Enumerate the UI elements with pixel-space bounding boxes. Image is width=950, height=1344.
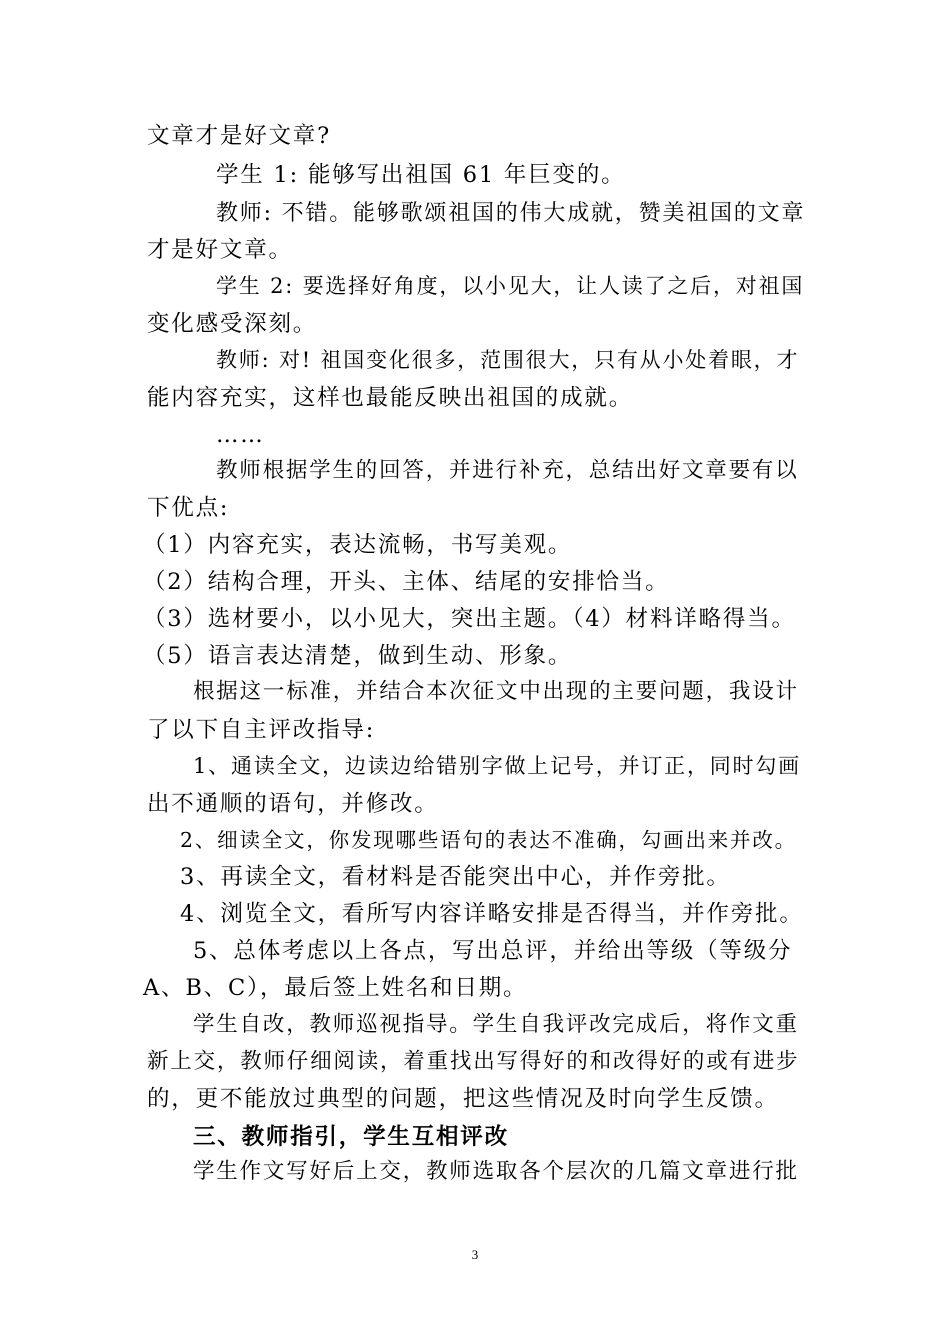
- text-line: 出不通顺的语句，并修改。: [147, 791, 439, 817]
- list-item: （2）结构合理，开头、主体、结尾的安排恰当。: [143, 569, 670, 595]
- list-item: 4、浏览全文，看所写内容详略安排是否得当，并作旁批。: [180, 901, 804, 927]
- text-line: 能内容充实，这样也最能反映出祖国的成就。: [147, 385, 634, 411]
- text-line: 教师: 对! 祖国变化很多，范围很大，只有从小处着眼，才: [216, 348, 800, 372]
- list-item: （1）内容充实，表达流畅，书写美观。: [143, 532, 573, 558]
- list-item: （3）选材要小，以小见大，突出主题。（4）材料详略得当。: [143, 606, 796, 632]
- list-item: 2、细读全文，你发现哪些语句的表达不准确，勾画出来并改。: [180, 828, 797, 852]
- text-line: 教师: 不错。能够歌颂祖国的伟大成就，赞美祖国的文章: [216, 201, 806, 226]
- text-line: 变化感受深刻。: [147, 311, 318, 337]
- text-line: 才是好文章。: [147, 237, 293, 263]
- text-line: 新上交，教师仔细阅读，着重找出写得好的和改得好的或有进步: [147, 1049, 800, 1074]
- list-item: 5、总体考虑以上各点，写出总评，并给出等级（等级分: [193, 938, 793, 964]
- text-line: 学生自改，教师巡视指导。学生自我评改完成后，将作文重: [193, 1012, 799, 1037]
- list-item: 3、再读全文，看材料是否能突出中心，并作旁批。: [180, 864, 731, 890]
- text-line: A、B、C），最后签上姓名和日期。: [143, 975, 528, 1001]
- page-number: 3: [471, 1247, 479, 1262]
- section-heading: 三、教师指引，学生互相评改: [193, 1124, 509, 1150]
- text-line: 了以下自主评改指导:: [147, 717, 376, 743]
- text-line: 根据这一标准，并结合本次征文中出现的主要问题，我设计: [193, 679, 799, 704]
- text-line: 学生 1: 能够写出祖国 61 年巨变的。: [216, 162, 626, 188]
- ellipsis-line: ……: [216, 422, 265, 448]
- text-line: 教师根据学生的回答，并进行补充，总结出好文章要有以: [216, 458, 799, 483]
- text-line: 学生 2: 要选择好角度，以小见大，让人读了之后，对祖国: [216, 274, 805, 298]
- text-line: 学生作文写好后上交，教师选取各个层次的几篇文章进行批: [193, 1159, 799, 1184]
- list-item: 1、通读全文，边读边给错别字做上记号，并订正，同时勾画: [193, 754, 801, 778]
- text-line: 文章才是好文章?: [147, 123, 331, 149]
- list-item: （5）语言表达清楚，做到生动、形象。: [143, 643, 573, 669]
- text-line: 的，更不能放过典型的问题，把这些情况及时向学生反馈。: [147, 1086, 779, 1112]
- text-line: 下优点:: [147, 495, 230, 521]
